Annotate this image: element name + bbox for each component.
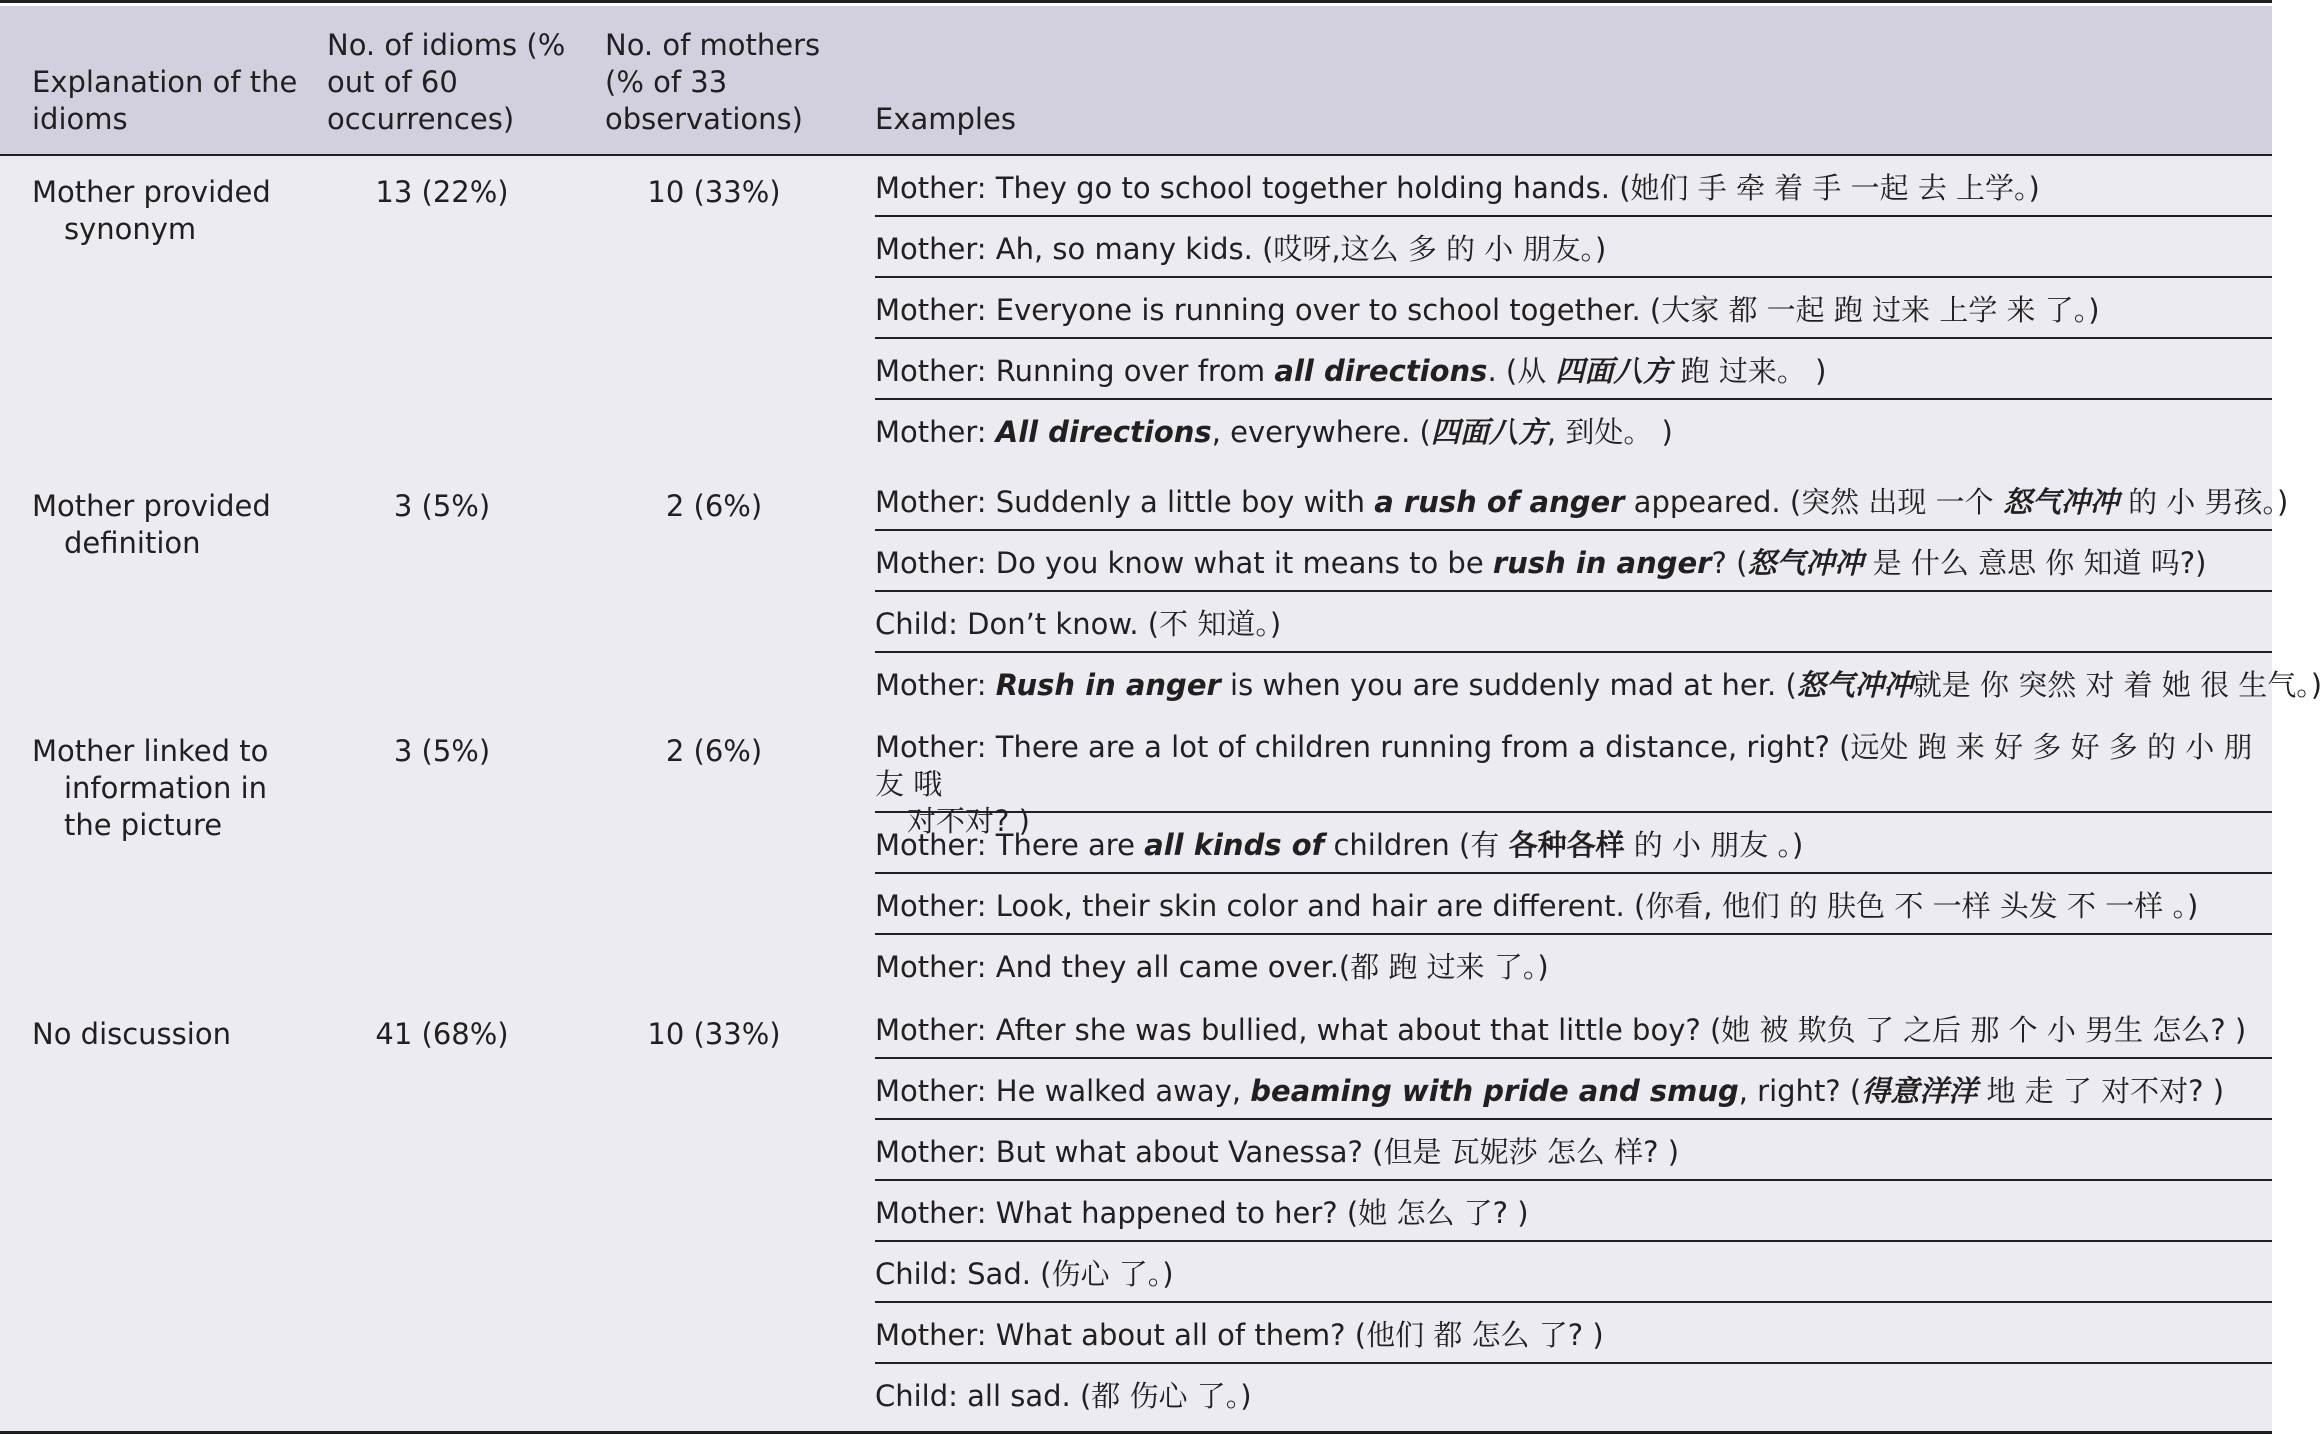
example-line bbox=[875, 1242, 2272, 1303]
example-line bbox=[875, 874, 2272, 935]
table-header bbox=[0, 6, 2272, 156]
idioms-count-cell: 41 (68%) bbox=[375, 1017, 509, 1051]
emphasized-idiom: 怒气冲冲 bbox=[2002, 485, 2119, 519]
explanation-cell: Mother provided definition bbox=[32, 489, 271, 560]
example-text: children (有 bbox=[1324, 828, 1509, 862]
emphasized-idiom: 得意洋洋 bbox=[1861, 1074, 1978, 1108]
example-text: is when you are suddenly mad at her. ( bbox=[1220, 668, 1797, 702]
example-line bbox=[875, 1364, 2272, 1425]
example-continuation: 对不对? ) bbox=[907, 804, 1030, 838]
example-text: 是 什么 意思 你 知道 吗?) bbox=[1863, 546, 2207, 580]
example-text: 地 走 了 对不对? ) bbox=[1977, 1074, 2225, 1108]
example-text: 跑 过来。 ) bbox=[1671, 354, 1827, 388]
example-text: Child: all sad. (都 伤心 了。) bbox=[875, 1379, 1252, 1413]
explanation-cell: Mother provided synonym bbox=[32, 175, 271, 246]
explanation-cell: No discussion bbox=[32, 1017, 231, 1051]
example-text: Mother: Do you know what it means to be bbox=[875, 546, 1493, 580]
example-line bbox=[875, 531, 2272, 592]
example-text: Mother: After she was bullied, what about that little boy? (她 被 欺负 了 之后 那 个 小 男生 怎么? ) bbox=[875, 1013, 2247, 1047]
example-line bbox=[875, 1059, 2272, 1120]
example-text: appeared. (突然 出现 一个 bbox=[1624, 485, 2003, 519]
group-row bbox=[0, 470, 2322, 717]
idioms-count-cell: 13 (22%) bbox=[375, 175, 509, 209]
example-line bbox=[875, 715, 2272, 838]
example-text: , right? ( bbox=[1738, 1074, 1862, 1108]
emphasized-idiom: Rush in anger bbox=[995, 668, 1221, 702]
header-idioms-count: No. of idioms (% out of 60 occurrences) bbox=[327, 28, 566, 136]
example-line bbox=[875, 339, 2272, 400]
idioms-count-cell: 3 (5%) bbox=[393, 734, 491, 768]
example-text: Child: Don’t know. (不 知道。) bbox=[875, 607, 1282, 641]
group-row bbox=[0, 998, 2272, 1431]
example-text: Mother: But what about Vanessa? (但是 瓦妮莎 怎么 样? ) bbox=[875, 1135, 1680, 1169]
example-line bbox=[875, 400, 2272, 461]
example-line bbox=[875, 1181, 2272, 1242]
example-text: 的 小 男孩。) bbox=[2118, 485, 2289, 519]
emphasized-idiom: 各种各样 bbox=[1508, 828, 1625, 862]
group-row bbox=[0, 715, 2272, 1000]
example-line bbox=[875, 1303, 2272, 1364]
example-text: Child: Sad. (伤心 了。) bbox=[875, 1257, 1174, 1291]
example-line bbox=[875, 653, 2322, 714]
example-line bbox=[875, 592, 2272, 653]
emphasized-idiom: rush in anger bbox=[1492, 546, 1712, 580]
emphasized-idiom: beaming with pride and smug bbox=[1250, 1074, 1739, 1108]
example-text: Mother: bbox=[875, 668, 996, 702]
idioms-count-cell: 3 (5%) bbox=[393, 489, 491, 523]
example-text: Mother: Suddenly a little boy with bbox=[875, 485, 1375, 519]
explanation-cell: Mother linked to information in the picture bbox=[32, 734, 269, 842]
mothers-count-cell: 10 (33%) bbox=[647, 1017, 781, 1051]
example-text: Mother: Ah, so many kids. (哎呀,这么 多 的 小 朋友。) bbox=[875, 232, 1607, 266]
example-text: Mother: And they all came over.(都 跑 过来 了。) bbox=[875, 950, 1549, 984]
example-text: Mother: What happened to her? (她 怎么 了? ) bbox=[875, 1196, 1529, 1230]
emphasized-idiom: all directions bbox=[1274, 354, 1488, 388]
example-line bbox=[875, 217, 2272, 278]
emphasized-idiom: 四面八方 bbox=[1430, 415, 1547, 449]
emphasized-idiom: 怒气冲冲 bbox=[1747, 546, 1864, 580]
mothers-count-cell: 2 (6%) bbox=[665, 489, 763, 523]
example-text: Mother: What about all of them? (他们 都 怎么 了? ) bbox=[875, 1318, 1604, 1352]
header-examples: Examples bbox=[875, 102, 1016, 136]
mothers-count-cell: 10 (33%) bbox=[647, 175, 781, 209]
example-text: 的 小 朋友 。) bbox=[1624, 828, 1804, 862]
example-line bbox=[875, 935, 2272, 996]
emphasized-idiom: 四面八方 bbox=[1555, 354, 1672, 388]
example-text: ? ( bbox=[1711, 546, 1748, 580]
header-mothers-count: No. of mothers (% of 33 observations) bbox=[605, 28, 821, 136]
example-text: Mother: Everyone is running over to school together. (大家 都 一起 跑 过来 上学 来 了。) bbox=[875, 293, 2100, 327]
example-text: Mother: There are a lot of children running from a distance, right? (远处 跑 来 好 多 好 多 的 小 朋友 哦 bbox=[875, 730, 2253, 801]
example-line bbox=[875, 470, 2289, 531]
emphasized-idiom: all kinds of bbox=[1144, 828, 1325, 862]
example-line bbox=[875, 278, 2272, 339]
emphasized-idiom: 怒气冲冲 bbox=[1796, 668, 1913, 702]
bottom-rule bbox=[0, 1431, 2272, 1434]
example-text: , 到处。 ) bbox=[1546, 415, 1673, 449]
example-line bbox=[875, 1120, 2272, 1181]
example-text: Mother: Look, their skin color and hair are different. (你看, 他们 的 肤色 不 一样 头发 不 一样 。) bbox=[875, 889, 2199, 923]
emphasized-idiom: a rush of anger bbox=[1374, 485, 1625, 519]
example-text: , everywhere. ( bbox=[1211, 415, 1431, 449]
example-text: Mother: There are bbox=[875, 828, 1145, 862]
example-text: Mother: Running over from bbox=[875, 354, 1275, 388]
group-row bbox=[0, 156, 2272, 472]
example-line bbox=[875, 998, 2272, 1059]
mothers-count-cell: 2 (6%) bbox=[665, 734, 763, 768]
example-text: Mother: bbox=[875, 415, 996, 449]
example-line bbox=[875, 156, 2272, 217]
example-text: Mother: They go to school together holding hands. (她们 手 牵 着 手 一起 去 上学。) bbox=[875, 171, 2040, 205]
emphasized-idiom: All directions bbox=[995, 415, 1212, 449]
example-text: . (从 bbox=[1487, 354, 1556, 388]
example-line bbox=[875, 813, 2272, 874]
example-text: 就是 你 突然 对 着 她 很 生气。) bbox=[1912, 668, 2322, 702]
header-explanation: Explanation of the idioms bbox=[32, 65, 298, 136]
example-text: Mother: He walked away, bbox=[875, 1074, 1251, 1108]
